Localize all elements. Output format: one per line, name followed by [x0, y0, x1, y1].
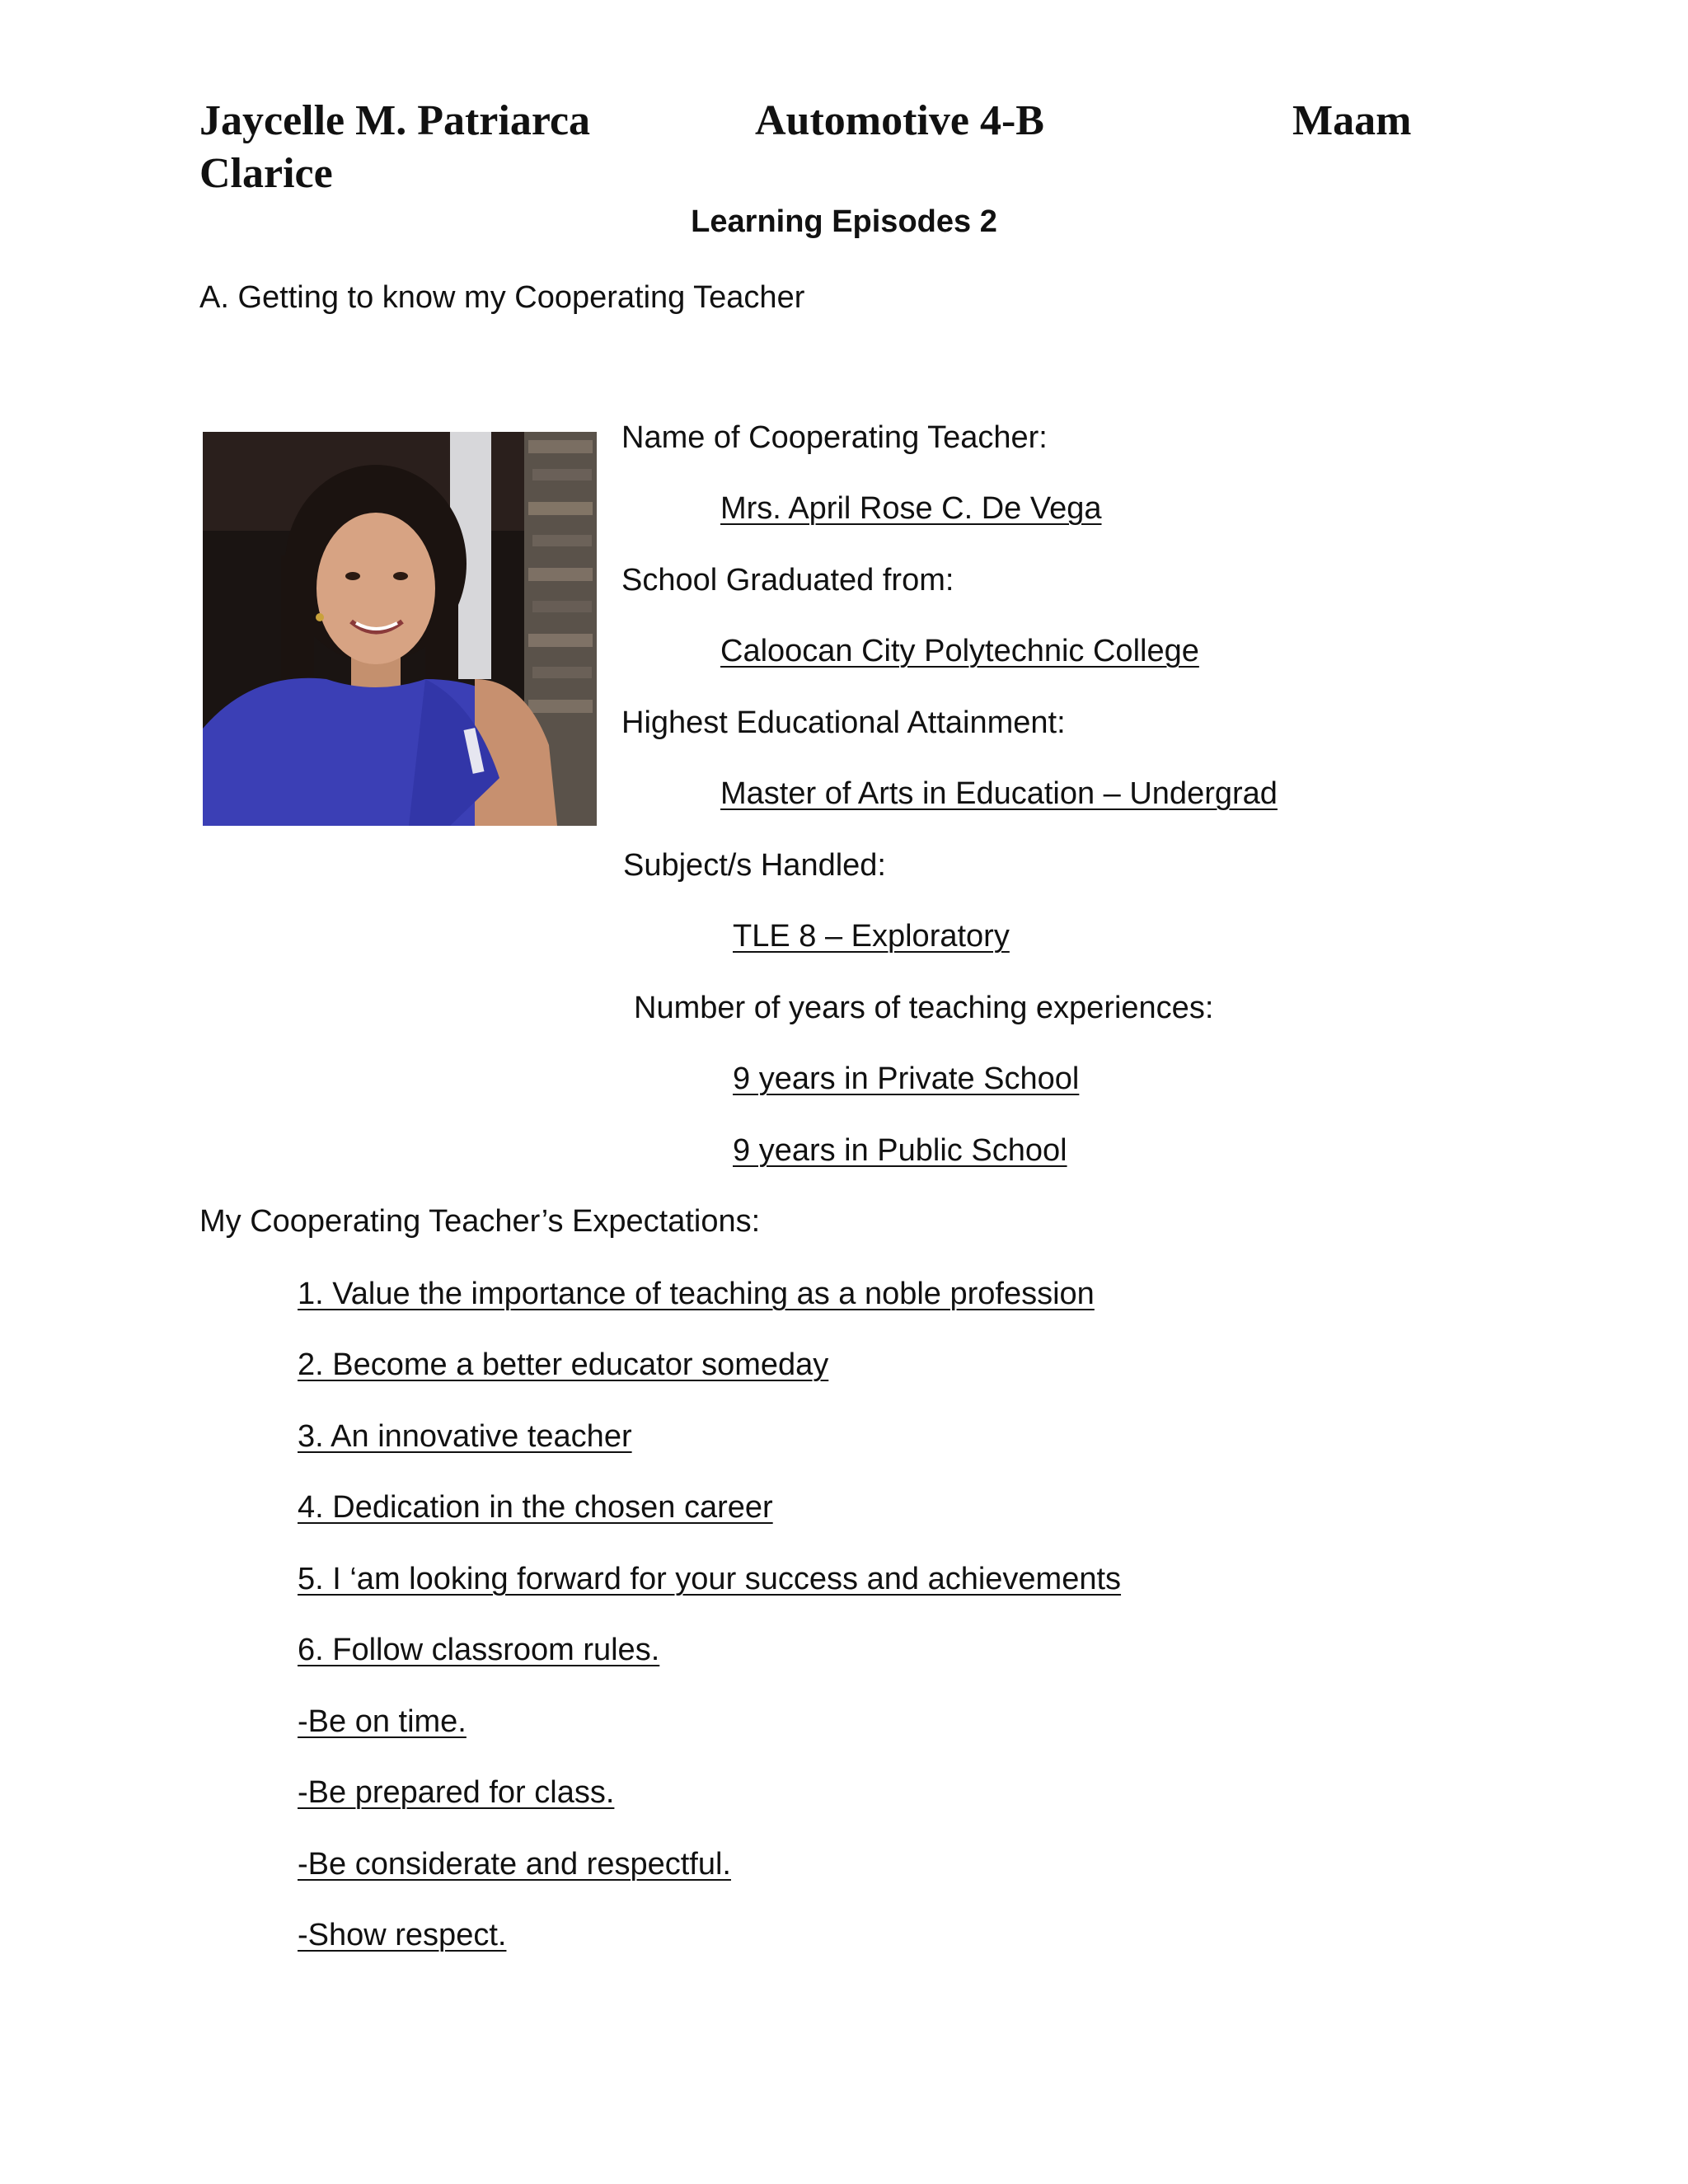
expectations-heading: My Cooperating Teacher’s Expectations:	[199, 1204, 761, 1239]
student-name: Jaycelle M. Patriarca	[199, 97, 591, 144]
teacher-name-label: Name of Cooperating Teacher:	[621, 420, 1048, 455]
expectation-subitem: -Show respect.	[298, 1918, 507, 1952]
expectation-item: 5. I ‘am looking forward for your success and achievements	[298, 1562, 1122, 1596]
years-public-value: 9 years in Public School	[733, 1133, 1067, 1168]
years-label: Number of years of teaching experiences:	[634, 991, 1214, 1025]
expectation-subitem: -Be on time.	[298, 1704, 467, 1739]
teacher-name: Clarice	[199, 150, 333, 197]
expectation-subitem: -Be prepared for class.	[298, 1775, 615, 1810]
expectation-item: 3. An innovative teacher	[298, 1419, 632, 1454]
school-label: School Graduated from:	[621, 563, 954, 598]
expectation-item: 6. Follow classroom rules.	[298, 1633, 660, 1667]
expectation-item: 2. Become a better educator someday	[298, 1347, 829, 1382]
expectation-subitem: -Be considerate and respectful.	[298, 1847, 731, 1882]
education-value: Master of Arts in Education – Undergrad	[720, 776, 1278, 811]
teacher-name-value: Mrs. April Rose C. De Vega	[720, 491, 1102, 526]
school-value: Caloocan City Polytechnic College	[720, 634, 1199, 668]
teacher-honorific: Maam	[1292, 97, 1412, 144]
section-heading: A. Getting to know my Cooperating Teacher	[199, 280, 805, 315]
page-title: Learning Episodes 2	[691, 204, 997, 239]
expectation-item: 4. Dedication in the chosen career	[298, 1490, 773, 1525]
subjects-value: TLE 8 – Exploratory	[733, 919, 1010, 954]
years-private-value: 9 years in Private School	[733, 1062, 1080, 1096]
expectation-item: 1. Value the importance of teaching as a noble profession	[298, 1277, 1095, 1311]
teacher-photo	[203, 432, 597, 826]
subjects-label: Subject/s Handled:	[623, 848, 886, 883]
education-label: Highest Educational Attainment:	[621, 705, 1066, 740]
class-section: Automotive 4-B	[755, 97, 1044, 144]
